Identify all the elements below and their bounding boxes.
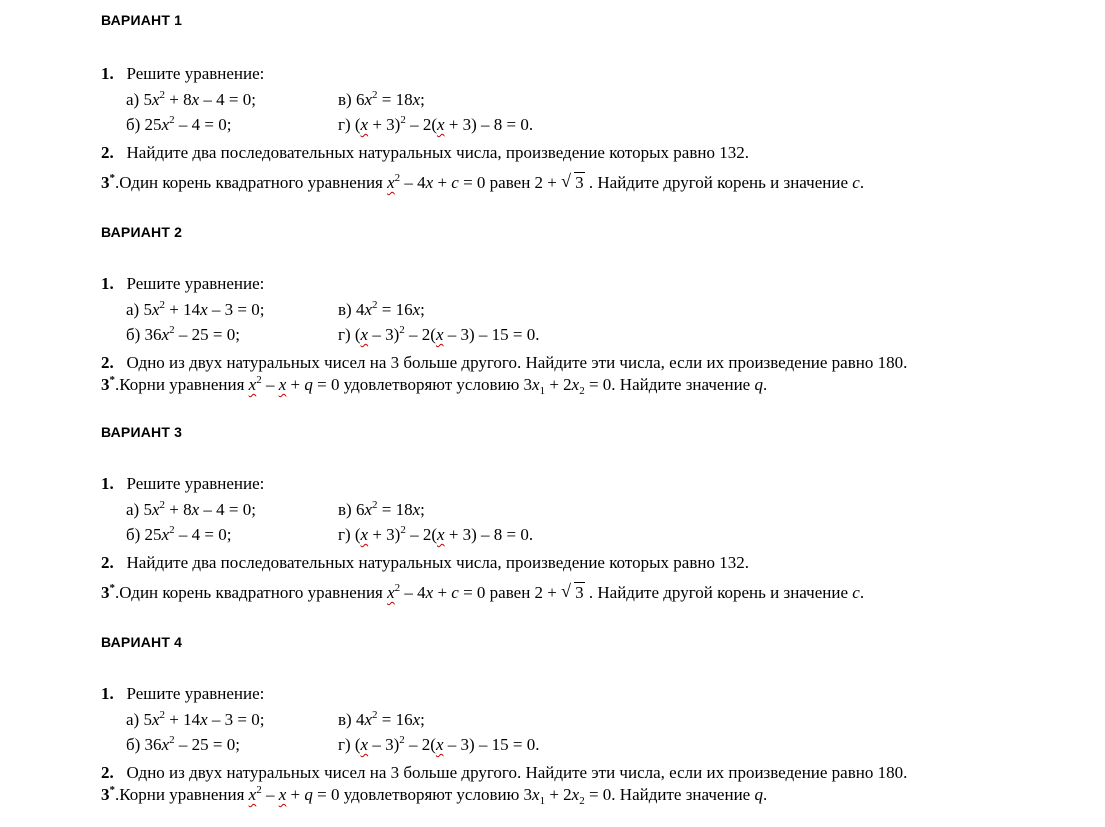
task-1-a: а) $5x^2 + 14x - 3 = 0$; xyxy=(126,709,265,729)
task-3: 3*.Один корень квадратного уравнения $x^2 - 4x + c = 0$ равен 2 + √ 3 . Найдите другой корень и значение c. xyxy=(101,583,864,603)
task-2: 2. Одно из двух натуральных чисел на 3 больше другого. Найдите эти числа, если их произведение равно 180. xyxy=(101,763,908,782)
task-2: 2. Одно из двух натуральных чисел на 3 больше другого. Найдите эти числа, если их произведение равно 180. xyxy=(101,353,908,372)
task-1-b: б) $25x^2 - 4 = 0$; xyxy=(126,114,232,134)
task-1-g: г) (x – 3)$^2$ – 2(x – 3) – 15 = 0. xyxy=(338,324,540,344)
task-1-a: а) $5x^2 + 8x - 4 = 0$; xyxy=(126,89,256,109)
task-1-heading: 1. Решите уравнение: xyxy=(101,64,265,83)
task-1-b: б) $25x^2 - 4 = 0$; xyxy=(126,524,232,544)
variant-4 xyxy=(0,622,1105,827)
variant-1 xyxy=(0,0,1105,205)
variant-2 xyxy=(0,212,1105,417)
sqrt-symbol: √ 3 xyxy=(561,583,585,603)
task-1-g: г) $(x + 3)^2 - 2(x + 3) - 8 = 0$. xyxy=(338,114,534,134)
task-1-v: в) $4x^2 = 16x$; xyxy=(338,299,425,319)
task-1-b: б) $36x^2 - 25 = 0$; xyxy=(126,734,240,754)
task-1-heading: 1. Решите уравнение: xyxy=(101,684,265,703)
task-3: 3*.Корни уравнения $x^2 - x + q = 0$ удовлетворяют условию $3x_1 + 2x_2 = 0$. Найдите значение q. xyxy=(101,374,768,397)
task-1-heading: 1. Решите уравнение: xyxy=(101,274,265,293)
task-1-a: а) $5x^2 + 14x - 3 = 0$; xyxy=(126,299,265,319)
variant-title: ВАРИАНТ 4 xyxy=(101,634,183,650)
task-1-g: г) $(x + 3)^2 - 2(x + 3) - 8 = 0$. xyxy=(338,524,534,544)
task-3: 3*.Один корень квадратного уравнения $x^2 - 4x + c = 0$ равен 2 + √ 3 . Найдите другой корень и значение c. xyxy=(101,173,864,193)
variant-3 xyxy=(0,412,1105,617)
variant-title: ВАРИАНТ 2 xyxy=(101,224,183,240)
task-1-b: б) $36x^2 - 25 = 0$; xyxy=(126,324,240,344)
task-1-v: в) $6x^2 = 18x$; xyxy=(338,499,425,519)
task-1-g: г) (x – 3)$^2$ – 2(x – 3) – 15 = 0. xyxy=(338,734,540,754)
variant-title: ВАРИАНТ 1 xyxy=(101,12,183,28)
task-1-v: в) $4x^2 = 16x$; xyxy=(338,709,425,729)
task-2: 2. Найдите два последовательных натуральных числа, произведение которых равно 132. xyxy=(101,143,749,162)
sqrt-symbol: √ 3 xyxy=(561,173,585,193)
task-1-a: а) $5x^2 + 8x - 4 = 0$; xyxy=(126,499,256,519)
task-3: 3*.Корни уравнения $x^2 - x + q = 0$ удовлетворяют условию $3x_1 + 2x_2 = 0$. Найдите значение q. xyxy=(101,784,768,807)
task-1-heading: 1. Решите уравнение: xyxy=(101,474,265,493)
task-2: 2. Найдите два последовательных натуральных числа, произведение которых равно 132. xyxy=(101,553,749,572)
task-1-v: в) $6x^2 = 18x$; xyxy=(338,89,425,109)
variant-title: ВАРИАНТ 3 xyxy=(101,424,183,440)
